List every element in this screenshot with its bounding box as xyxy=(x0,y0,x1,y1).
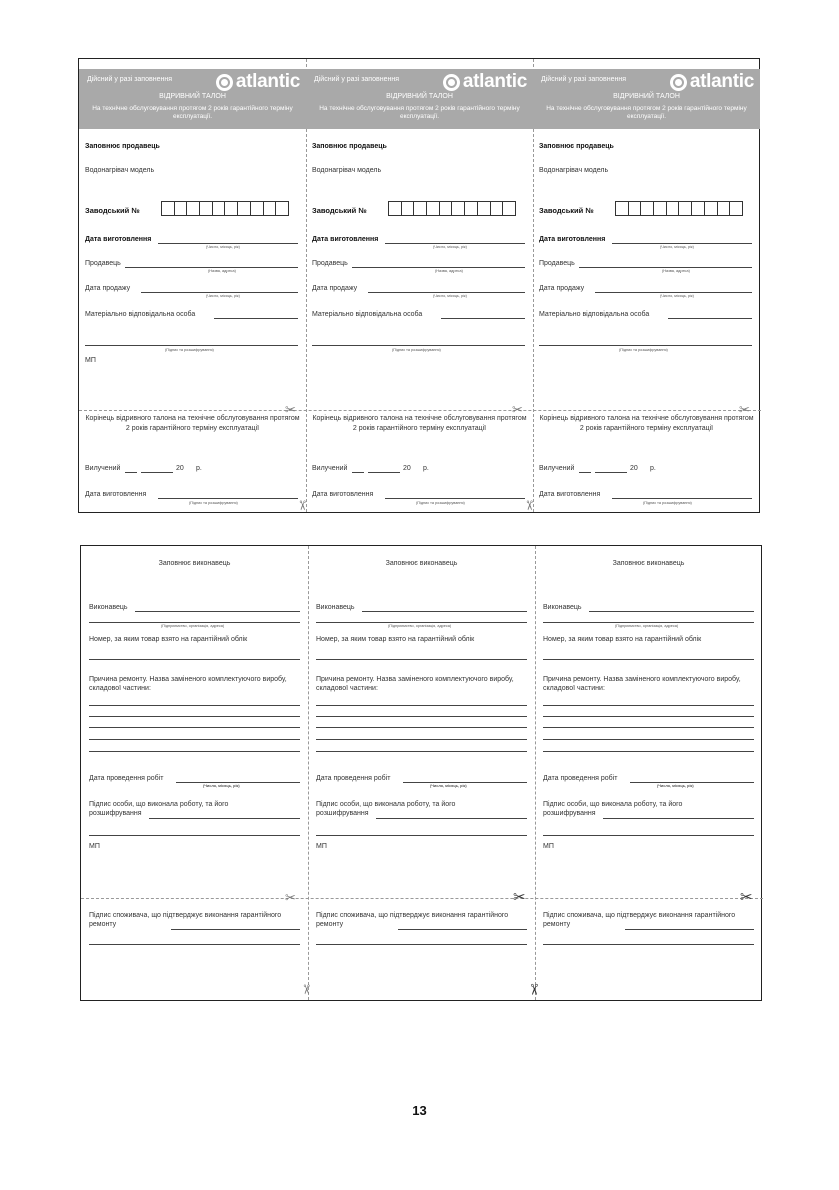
scissors-icon: ✂ xyxy=(294,500,310,511)
repair-reason-label: Причина ремонту. Назва заміненого комплектуючого виробу, складової частини: xyxy=(89,676,287,692)
atlantic-logo xyxy=(443,71,527,93)
coupon-column xyxy=(306,59,537,512)
coupon-column xyxy=(79,59,310,512)
executor-signature-decode-field[interactable] xyxy=(89,835,300,836)
manufacture-date-field[interactable] xyxy=(158,243,298,244)
serial-number-boxes[interactable] xyxy=(162,201,289,216)
seller-field[interactable] xyxy=(125,267,298,268)
scissors-icon: ✂ xyxy=(513,889,526,906)
date-hint: (Число, місяць, рік) xyxy=(433,245,467,249)
executor-signature-label: Підпис особи, що виконала роботу, та його розшифрування xyxy=(89,801,229,817)
stub-manufacture-date-label: Дата виготовлення xyxy=(539,491,601,498)
repair-reason-line[interactable] xyxy=(316,705,527,706)
date-hint: (Число, місяць, рік) xyxy=(433,294,467,298)
executor-address-field[interactable] xyxy=(316,622,527,623)
stub-manufacture-date-field[interactable] xyxy=(158,498,298,499)
consumer-signature-field[interactable] xyxy=(171,929,300,930)
stub-signature-hint: (Підпис та розшифрування) xyxy=(643,501,692,505)
atlantic-logo xyxy=(670,71,754,93)
year-prefix: 20 xyxy=(630,465,638,472)
manufacture-date-label: Дата виготовлення xyxy=(85,236,152,243)
registry-label: Номер, за яким товар взято на гарантійний облік xyxy=(543,636,702,643)
coupon-column xyxy=(533,59,760,512)
seller-heading: Заповнює продавець xyxy=(539,143,614,150)
stub-manufacture-date-field[interactable] xyxy=(385,498,525,499)
date-hint: (Число, місяць, рік) xyxy=(206,245,240,249)
registry-field[interactable] xyxy=(316,659,527,660)
model-label: Водонагрівач модель xyxy=(85,167,155,174)
serial-number-label: Заводський № xyxy=(85,206,140,215)
executor-address-field[interactable] xyxy=(89,622,300,623)
atlantic-logo-icon xyxy=(216,74,233,91)
withdrawn-month-field[interactable] xyxy=(595,472,627,473)
responsible-person-field[interactable] xyxy=(214,318,298,319)
sale-date-field[interactable] xyxy=(595,292,752,293)
responsible-person-field[interactable] xyxy=(441,318,525,319)
work-date-hint: (Число, місяць, рік) xyxy=(430,784,467,788)
model-label: Водонагрівач модель xyxy=(539,167,609,174)
sale-date-label: Дата продажу xyxy=(539,285,585,292)
repair-reason-line[interactable] xyxy=(316,716,527,717)
executor-field[interactable] xyxy=(362,611,527,612)
seller-hint: (Назва, адреса) xyxy=(435,269,463,273)
stub-signature-hint: (Підпис та розшифрування) xyxy=(416,501,465,505)
stamp-label: МП xyxy=(89,843,100,850)
work-date-hint: (Число, місяць, рік) xyxy=(203,784,240,788)
brand-name: atlantic xyxy=(235,71,300,92)
year-suffix: р. xyxy=(423,465,429,472)
coupon-header xyxy=(79,69,306,129)
executor-field[interactable] xyxy=(135,611,300,612)
valid-when-filled-text: Дійсний у разі заповнення xyxy=(541,76,626,83)
sale-date-label: Дата продажу xyxy=(312,285,358,292)
date-hint: (Число, місяць, рік) xyxy=(660,245,694,249)
repair-reason-line[interactable] xyxy=(543,716,754,717)
executor-signature-label: Підпис особи, що виконала роботу, та його розшифрування xyxy=(543,801,683,817)
seller-field[interactable] xyxy=(352,267,525,268)
page-number: 13 xyxy=(412,1103,427,1118)
executor-coupon-sheet xyxy=(80,545,762,1001)
withdrawn-label: Вилучений xyxy=(539,465,575,472)
withdrawn-month-field[interactable] xyxy=(141,472,173,473)
brand-name: atlantic xyxy=(689,71,754,92)
seller-field[interactable] xyxy=(579,267,752,268)
scissors-icon: ✂ xyxy=(298,984,314,995)
atlantic-logo-icon xyxy=(670,74,687,91)
registry-label: Номер, за яким товар взято на гарантійний облік xyxy=(89,636,248,643)
signature-hint: (Підпис та розшифрування) xyxy=(165,348,214,352)
scissors-icon: ✂ xyxy=(521,500,537,511)
sale-date-field[interactable] xyxy=(368,292,525,293)
serial-number-boxes[interactable] xyxy=(389,201,516,216)
repair-reason-line[interactable] xyxy=(89,739,300,740)
sale-date-field[interactable] xyxy=(141,292,298,293)
work-date-field[interactable] xyxy=(630,782,754,783)
coupon-description: На технічне обслуговування протягом 2 років гарантійного терміну експлуатації. xyxy=(92,105,293,120)
work-date-label: Дата проведення робіт xyxy=(89,775,164,782)
executor-heading: Заповнює виконавець xyxy=(158,560,231,567)
withdrawn-label: Вилучений xyxy=(85,465,121,472)
seller-label: Продавець xyxy=(539,260,575,267)
repair-reason-line[interactable] xyxy=(543,739,754,740)
executor-column xyxy=(535,546,762,1000)
stamp-label: МП xyxy=(543,843,554,850)
stub-manufacture-date-field[interactable] xyxy=(612,498,752,499)
executor-signature-field[interactable] xyxy=(603,818,754,819)
withdrawn-day-field[interactable] xyxy=(125,472,137,473)
scissors-icon: ✂ xyxy=(740,889,753,906)
executor-label: Виконавець xyxy=(543,604,582,611)
stamp-label: МП xyxy=(316,843,327,850)
withdrawn-day-field[interactable] xyxy=(579,472,591,473)
scissors-icon: ✂ xyxy=(285,890,296,905)
registry-field[interactable] xyxy=(89,659,300,660)
responsible-person-field[interactable] xyxy=(668,318,752,319)
seller-label: Продавець xyxy=(312,260,348,267)
manufacture-date-label: Дата виготовлення xyxy=(312,236,379,243)
coupon-header xyxy=(306,69,533,129)
coupon-title: ВІДРИВНИЙ ТАЛОН xyxy=(613,93,680,100)
valid-when-filled-text: Дійсний у разі заповнення xyxy=(314,76,399,83)
valid-when-filled-text: Дійсний у разі заповнення xyxy=(87,76,172,83)
executor-signature-decode-field[interactable] xyxy=(316,835,527,836)
year-prefix: 20 xyxy=(403,465,411,472)
manufacture-date-field[interactable] xyxy=(385,243,525,244)
repair-reason-line[interactable] xyxy=(316,727,527,728)
executor-heading: Заповнює виконавець xyxy=(385,560,458,567)
executor-signature-field[interactable] xyxy=(149,818,300,819)
brand-name: atlantic xyxy=(462,71,527,92)
repair-reason-line[interactable] xyxy=(543,705,754,706)
executor-signature-decode-field[interactable] xyxy=(543,835,754,836)
executor-field[interactable] xyxy=(589,611,754,612)
sale-date-label: Дата продажу xyxy=(85,285,131,292)
executor-column xyxy=(308,546,542,1000)
withdrawn-month-field[interactable] xyxy=(368,472,400,473)
consumer-signature-decode-field[interactable] xyxy=(89,944,300,945)
seller-label: Продавець xyxy=(85,260,121,267)
serial-number-label: Заводський № xyxy=(312,206,367,215)
consumer-signature-field[interactable] xyxy=(398,929,527,930)
consumer-signature-decode-field[interactable] xyxy=(543,944,754,945)
atlantic-logo xyxy=(216,71,300,93)
repair-reason-line[interactable] xyxy=(316,751,527,752)
executor-signature-label: Підпис особи, що виконала роботу, та його розшифрування xyxy=(316,801,456,817)
responsible-person-label: Матеріально відповідальна особа xyxy=(85,311,196,318)
stub-manufacture-date-label: Дата виготовлення xyxy=(312,491,374,498)
year-prefix: 20 xyxy=(176,465,184,472)
repair-reason-line[interactable] xyxy=(543,727,754,728)
manufacture-date-label: Дата виготовлення xyxy=(539,236,606,243)
consumer-signature-label: Підпис споживача, що підтверджує виконання гарантійного ремонту xyxy=(89,912,282,928)
signature-hint: (Підпис та розшифрування) xyxy=(619,348,668,352)
repair-reason-line[interactable] xyxy=(89,727,300,728)
work-date-field[interactable] xyxy=(403,782,527,783)
model-label: Водонагрівач модель xyxy=(312,167,382,174)
serial-number-label: Заводський № xyxy=(539,206,594,215)
signature-field[interactable] xyxy=(85,345,298,346)
executor-hint: (Підприємство, організація, адреса) xyxy=(615,624,679,628)
responsible-person-label: Матеріально відповідальна особа xyxy=(312,311,423,318)
work-date-field[interactable] xyxy=(176,782,300,783)
date-hint: (Число, місяць, рік) xyxy=(206,294,240,298)
repair-reason-line[interactable] xyxy=(89,705,300,706)
repair-reason-line[interactable] xyxy=(543,751,754,752)
responsible-person-label: Матеріально відповідальна особа xyxy=(539,311,650,318)
repair-reason-line[interactable] xyxy=(89,716,300,717)
year-suffix: р. xyxy=(196,465,202,472)
manufacture-date-field[interactable] xyxy=(612,243,752,244)
scissors-icon: ✂ xyxy=(739,402,750,417)
stub-title: Корінець відривного талона на технічне обслуговування протягом 2 років гарантійного терміну експлуатації xyxy=(312,415,527,432)
coupon-description: На технічне обслуговування протягом 2 років гарантійного терміну експлуатації. xyxy=(319,105,520,120)
work-date-hint: (Число, місяць, рік) xyxy=(657,784,694,788)
work-date-label: Дата проведення робіт xyxy=(316,775,391,782)
seller-hint: (Назва, адреса) xyxy=(662,269,690,273)
seller-hint: (Назва, адреса) xyxy=(208,269,236,273)
repair-reason-line[interactable] xyxy=(316,739,527,740)
seller-heading: Заповнює продавець xyxy=(312,143,387,150)
serial-number-boxes[interactable] xyxy=(616,201,743,216)
seller-heading: Заповнює продавець xyxy=(85,143,160,150)
signature-field[interactable] xyxy=(312,345,525,346)
consumer-signature-label: Підпис споживача, що підтверджує виконання гарантійного ремонту xyxy=(316,912,509,928)
date-hint: (Число, місяць, рік) xyxy=(660,294,694,298)
tear-off-coupon-sheet xyxy=(78,58,760,513)
executor-signature-field[interactable] xyxy=(376,818,527,819)
signature-hint: (Підпис та розшифрування) xyxy=(392,348,441,352)
repair-reason-label: Причина ремонту. Назва заміненого комплектуючого виробу, складової частини: xyxy=(543,676,741,692)
work-date-label: Дата проведення робіт xyxy=(543,775,618,782)
executor-label: Виконавець xyxy=(89,604,128,611)
coupon-description: На технічне обслуговування протягом 2 років гарантійного терміну експлуатації. xyxy=(546,105,747,120)
stub-signature-hint: (Підпис та розшифрування) xyxy=(189,501,238,505)
withdrawn-label: Вилучений xyxy=(312,465,348,472)
executor-column xyxy=(81,546,314,1000)
executor-heading: Заповнює виконавець xyxy=(612,560,685,567)
registry-label: Номер, за яким товар взято на гарантійний облік xyxy=(316,636,475,643)
consumer-signature-field[interactable] xyxy=(625,929,754,930)
scissors-icon: ✂ xyxy=(524,983,542,996)
scissors-icon: ✂ xyxy=(512,402,523,417)
executor-hint: (Підприємство, організація, адреса) xyxy=(161,624,225,628)
executor-label: Виконавець xyxy=(316,604,355,611)
executor-hint: (Підприємство, організація, адреса) xyxy=(388,624,452,628)
registry-field[interactable] xyxy=(543,659,754,660)
scissors-icon: ✂ xyxy=(285,402,296,417)
repair-reason-line[interactable] xyxy=(89,751,300,752)
consumer-signature-label: Підпис споживача, що підтверджує виконання гарантійного ремонту xyxy=(543,912,736,928)
repair-reason-label: Причина ремонту. Назва заміненого комплектуючого виробу, складової частини: xyxy=(316,676,514,692)
stub-title: Корінець відривного талона на технічне обслуговування протягом 2 років гарантійного терміну експлуатації xyxy=(85,415,300,432)
coupon-header xyxy=(533,69,760,129)
coupon-title: ВІДРИВНИЙ ТАЛОН xyxy=(159,93,226,100)
withdrawn-day-field[interactable] xyxy=(352,472,364,473)
stub-title: Корінець відривного талона на технічне обслуговування протягом 2 років гарантійного терміну експлуатації xyxy=(539,415,754,432)
stub-manufacture-date-label: Дата виготовлення xyxy=(85,491,147,498)
year-suffix: р. xyxy=(650,465,656,472)
signature-field[interactable] xyxy=(539,345,752,346)
consumer-signature-decode-field[interactable] xyxy=(316,944,527,945)
atlantic-logo-icon xyxy=(443,74,460,91)
executor-address-field[interactable] xyxy=(543,622,754,623)
stamp-label: МП xyxy=(85,357,96,364)
coupon-title: ВІДРИВНИЙ ТАЛОН xyxy=(386,93,453,100)
